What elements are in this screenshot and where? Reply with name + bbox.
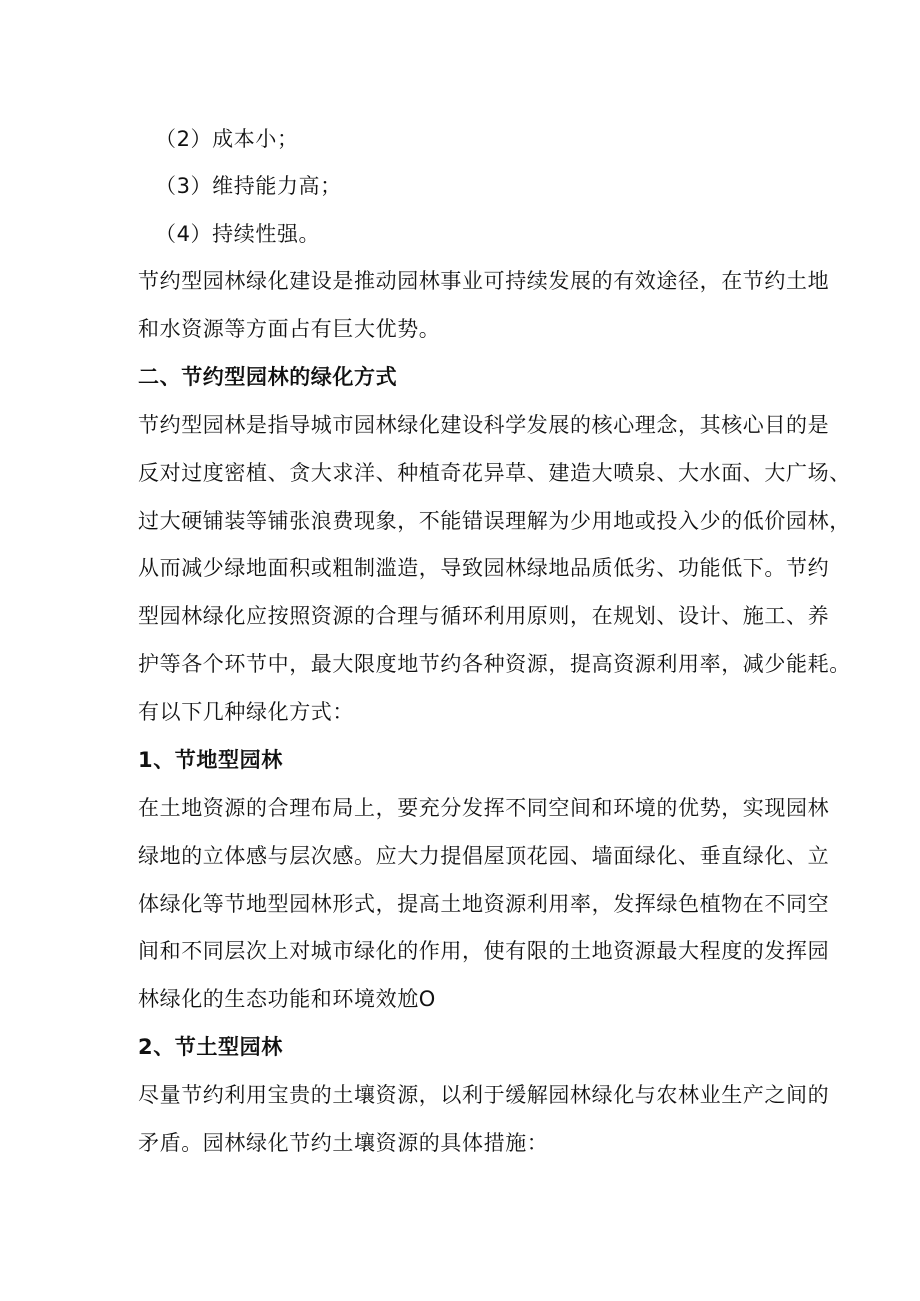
- paragraph-line: 反对过度密植、贪大求洋、种植奇花异草、建造大喷泉、大水面、大广场、: [138, 461, 851, 485]
- paragraph-line: 和水资源等方面占有巨大优势。: [138, 317, 441, 341]
- paragraph-line: 从而减少绿地面积或粗制滥造，导致园林绿地品质低劣、功能低下。节约: [138, 556, 830, 580]
- subsection-heading: 1、节地型园林: [138, 748, 283, 772]
- paragraph-line: 体绿化等节地型园林形式，提高土地资源利用率，发挥绿色植物在不同空: [138, 892, 830, 916]
- list-item: （3）维持能力高；: [155, 174, 342, 198]
- paragraph-line: 过大硬铺装等铺张浪费现象，不能错误理解为少用地或投入少的低价园林，: [138, 509, 851, 533]
- subsection-heading: 2、节土型园林: [138, 1035, 283, 1059]
- list-item: （2）成本小；: [155, 127, 299, 151]
- paragraph-line: 有以下几种绿化方式：: [138, 700, 354, 724]
- paragraph-line: 节约型园林是指导城市园林绿化建设科学发展的核心理念，其核心目的是: [138, 413, 830, 437]
- paragraph-line: 在土地资源的合理布局上，要充分发挥不同空间和环境的优势，实现园林: [138, 796, 830, 820]
- paragraph-line: 节约型园林绿化建设是推动园林事业可持续发展的有效途径，在节约土地: [138, 269, 830, 293]
- paragraph-line: 护等各个环节中，最大限度地节约各种资源，提高资源利用率，减少能耗。: [138, 652, 851, 676]
- paragraph-line: 型园林绿化应按照资源的合理与循环利用原则，在规划、设计、施工、养: [138, 604, 830, 628]
- section-heading: 二、节约型园林的绿化方式: [138, 365, 398, 389]
- paragraph-line: 间和不同层次上对城市绿化的作用，使有限的土地资源最大程度的发挥园: [138, 939, 830, 963]
- paragraph-line: 尽量节约利用宝贵的土壤资源，以利于缓解园林绿化与农林业生产之间的: [138, 1083, 830, 1107]
- list-item: （4）持续性强。: [155, 222, 321, 246]
- paragraph-line: 绿地的立体感与层次感。应大力提倡屋顶花园、墙面绿化、垂直绿化、立: [138, 844, 830, 868]
- paragraph-line: 林绿化的生态功能和环境效尬O: [138, 987, 436, 1011]
- paragraph-line: 矛盾。园林绿化节约土壤资源的具体措施：: [138, 1131, 549, 1155]
